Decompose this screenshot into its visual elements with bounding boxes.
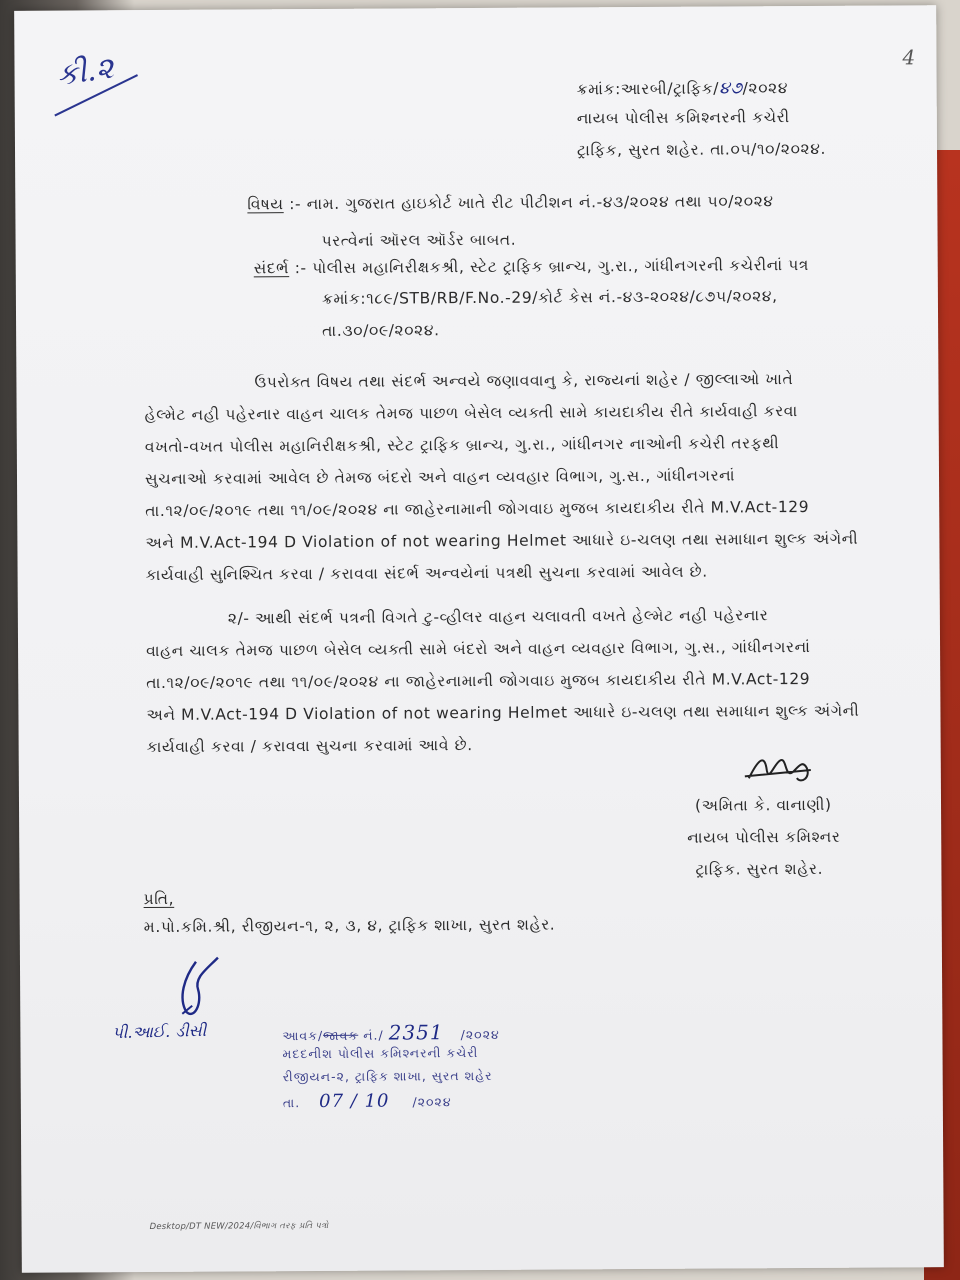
para2-line-3: તા.૧૨/૦૯/૨૦૧૯ તથા ૧૧/૦૯/૨૦૨૪ ના જાહેરનામાની જોગવાઇ મુજબ કાયદાકીય રીતે M.V.Act-129 [146,669,811,693]
reference-text-1: :- પોલીસ મહાનિરીક્ષકશ્રી, સ્ટેટ ટ્રાફિક બ્રાન્ચ, ગુ.રા., ગાંધીનગરની કચેરીનાં પત્ર [294,255,810,278]
ref-suffix: /૨૦૨૪ [742,79,789,98]
stamp-year: /૨૦૨૪ [460,1026,500,1043]
corner-handwritten-mark: કી.૨ [54,50,116,94]
inward-stamp-line-4 [283,1090,452,1112]
reference-line-1 [254,256,809,278]
office-city-date: ટ્રાફિક, સુરત શહેર. તા.૦૫/૧૦/૨૦૨૪. [576,139,827,160]
letter-page [14,5,944,1273]
para1-line-6: અને M.V.Act-194 D Violation of not wearing Helmet આધારે ઇ-ચલણ તથા સમાધાન શુલ્ક અંગેની [145,529,859,553]
inward-stamp-line-3: રીજીયન-૨, ટ્રાફિક શાખા, સુરત શહેર [282,1067,493,1085]
para2-line-4: અને M.V.Act-194 D Violation of not wearing Helmet આધારે ઇ-ચલણ તથા સમાધાન શુલ્ક અંગેની [146,701,860,725]
corner-mark-underline [53,70,143,121]
para1-line-4: સુચનાઓ કરવામાં આવેલ છે તેમજ બંદરો અને વાહન વ્યવહાર વિભાગ, ગુ.સ., ગાંધીનગરનાં [144,466,736,489]
para1-line-3: વખતો-વખત પોલીસ મહાનિરીક્ષકશ્રી, સ્ટેટ ટ્રાફિક બ્રાન્ચ, ગુ.રા., ગાંધીનગર નાઓની કચેરી તરફથી [144,434,780,457]
stamp-struck-word: જાવક [323,1027,359,1043]
signatory-designation: નાયબ પોલીસ કમિશ્નર [687,827,841,847]
signatory-name: (અમિતા કે. વાનાણી) [694,795,832,815]
stamp-date-prefix: તા. [282,1095,301,1111]
ref-handwritten-number: ૪૭ [719,78,743,99]
reference-label: સંદર્ભ [253,259,290,278]
ref-prefix: ક્રમાંક:આરબી/ટ્રાફિક/ [576,79,720,99]
to-label: પ્રતિ, [143,889,175,909]
para1-line-7: કાર્યવાહી સુનિશ્ચિત કરવા / કરાવવા સંદર્ભ અન્વયેનાં પત્રથી સુચના કરવામાં આવેલ છે. [145,562,708,585]
stamp-handwritten-date: 07 / 10 [319,1090,390,1112]
signatory-place: ટ્રાફિક. સુરત શહેર. [695,859,824,879]
reference-line-3: તા.૩૦/૦૯/૨૦૨૪. [322,321,440,340]
office-name: નાયબ પોલીસ કમિશ્નરની કચેરી [576,108,790,128]
para1-line-5: તા.૧૨/૦૯/૨૦૧૯ તથા ૧૧/૦૯/૨૦૨૪ ના જાહેરનામાની જોગવાઇ મુજબ કાયદાકીય રીતે M.V.Act-129 [145,497,810,521]
reference-line-2: ક્રમાંક:૧૮૯/STB/RB/F.No.-29/કોર્ટ કેસ નં.-૪૩-૨૦૨૪/૮૭૫/૨૦૨૪, [321,287,778,308]
para2-line-1: ૨/- આથી સંદર્ભ પત્રની વિગતે ટુ-વ્હીલર વાહન ચલાવતી વખતે હેલ્મેટ નહી પહેરનાર [227,606,769,628]
stamp-date-year: /૨૦૨૪ [412,1094,452,1110]
inward-stamp-line-2: મદદનીશ પોલીસ કમિશ્નરની કચેરી [282,1045,479,1062]
handwritten-signature [741,748,821,792]
para1-line-2: હેલ્મેટ નહી પહેરનાર વાહન ચાલક તેમજ પાછળ બેસેલ વ્યક્તી સામે કાયદાકીય રીતે કાર્યવાહી કરવા [144,402,798,425]
para2-line-2: વાહન ચાલક તેમજ પાછળ બેસેલ વ્યક્તી સામે બંદરો અને વાહન વ્યવહાર વિભાગ, ગુ.સ., ગાંધીનગરનાં [146,637,811,661]
left-handwritten-note: પી.આઈ. ડીસી [112,1020,207,1043]
stamp-prefix: આવક/ [282,1027,324,1044]
reference-number-line [577,78,788,99]
footer-file-path: Desktop/DT NEW/2024/વિભાગ તરફ પ્રતિ પત્રો [149,1220,329,1233]
to-recipients: મ.પો.કમિ.શ્રી, રીજીયન-૧, ૨, ૩, ૪, ટ્રાફિક શાખા, સુરત શહેર. [143,915,556,937]
subject-text-1: :- નામ. ગુજરાત હાઇકોર્ટ ખાતે રીટ પીટીશન નં.-૪૩/૨૦૨૪ તથા ૫૦/૨૦૨૪ [289,192,774,214]
subject-line-2: પરત્વેનાં ઑરલ ઑર્ડર બાબત. [321,230,517,250]
stamp-mid: નં./ [358,1027,384,1043]
inward-stamp-line-1 [282,1020,499,1045]
subject-label: વિષય [247,195,284,214]
page-number: 4 [902,45,916,70]
stamp-inward-number: 2351 [388,1020,444,1045]
handwritten-initials [168,954,228,1024]
subject-line-1 [247,192,773,214]
para2-line-5: કાર્યવાહી કરવા / કરાવવા સુચના કરવામાં આવે છે. [146,736,473,757]
para1-line-1: ઉપરોક્ત વિષય તથા સંદર્ભ અન્વયે જણાવવાનુ કે, રાજ્યનાં શહેર / જીલ્લાઓ ખાતે [254,370,794,392]
